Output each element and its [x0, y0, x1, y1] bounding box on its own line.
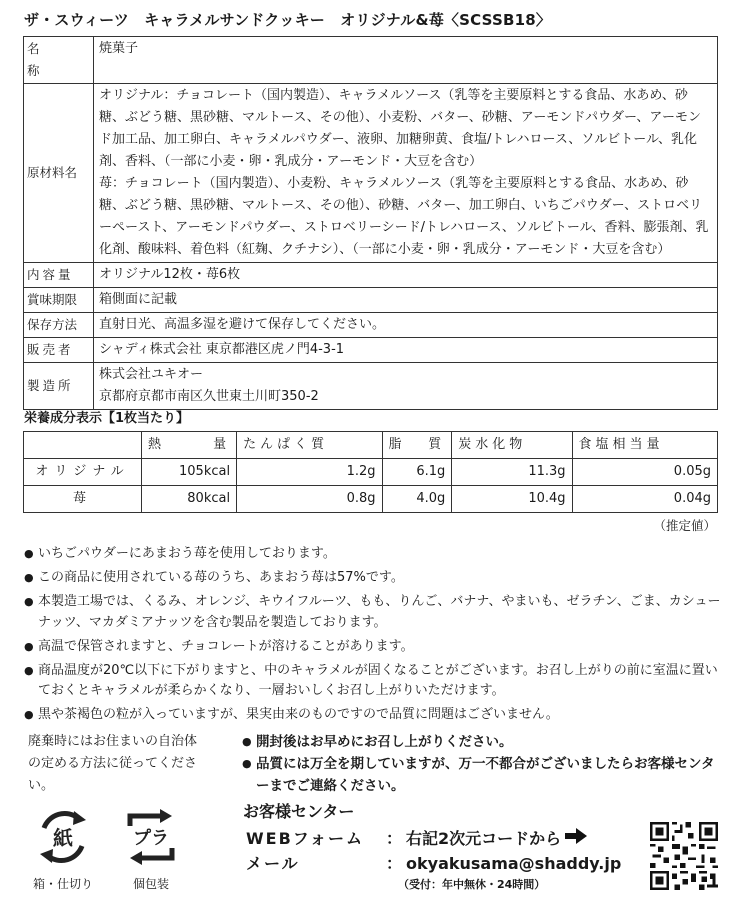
handling-note: ● 開封後はお早めにお召し上がりください。	[242, 731, 722, 753]
web-form-value[interactable]: 右記2次元コードから	[406, 829, 562, 848]
nutrition-energy: 105kcal	[142, 459, 237, 486]
nutrition-carb: 11.3g	[452, 459, 572, 486]
note-item: ● この商品に使用されている苺のうち、あまおう苺は57%です。	[24, 568, 724, 589]
customer-center-web	[246, 827, 587, 852]
customer-center-mail	[246, 852, 621, 877]
nutrition-energy: 80kcal	[142, 486, 237, 513]
energy-header-a: 熱	[148, 436, 166, 452]
spec-label-maker: 製造所	[24, 363, 94, 410]
fat-header-b: 質	[428, 436, 446, 452]
handling-note: ● 品質には万全を期していますが、万一不都合がございましたらお客様センターまでご連絡ください。	[242, 753, 722, 797]
paper-recycle-label: 箱・仕切り	[32, 876, 93, 891]
plastic-recycle-mark	[118, 808, 184, 894]
spec-value-ingredients	[94, 84, 718, 263]
fat-header-a: 脂	[388, 436, 406, 452]
nutrition-row-name: 苺	[24, 486, 142, 513]
nutrition-salt: 0.05g	[572, 459, 717, 486]
qr-code-icon[interactable]	[650, 822, 718, 890]
note-item: ● 商品温度が20℃以下に下がりますと、中のキャラメルが固くなることがございます。お召し上がりの前に室温に置いておくとキャラメルが柔らかくなり、一層おいしくお召し上がりいただけます。	[24, 661, 724, 702]
paper-mark-text: 紙	[53, 826, 73, 850]
product-title: ザ・スウィーツ キャラメルサンドクッキー オリジナル&苺〈SCSSB18〉	[24, 11, 552, 29]
spec-label-storage: 保存方法	[24, 313, 94, 338]
nutrition-fat: 4.0g	[382, 486, 452, 513]
mail-colon: ：	[386, 854, 403, 873]
web-form-key: WEBフォーム	[246, 829, 364, 848]
spec-row-ingredients	[24, 84, 718, 263]
mail-key: メール	[246, 854, 300, 873]
paper-recycle-mark	[30, 808, 96, 894]
plastic-recycle-label: 個包装	[132, 876, 169, 891]
nutrition-header-protein: たんぱく質	[237, 432, 382, 459]
note-item: ● 高温で保管されますと、チョコレートが溶けることがあります。	[24, 637, 724, 658]
nutrition-fat: 6.1g	[382, 459, 452, 486]
spec-row-seller	[24, 338, 718, 363]
reception-hours: （受付：年中無休・24時間）	[398, 878, 546, 891]
nutrition-carb: 10.4g	[452, 486, 572, 513]
spec-label-ingredients: 原材料名	[24, 84, 94, 263]
ingredients-strawberry: 苺：チョコレート（国内製造）、小麦粉、キャラメルソース（乳等を主要原料とする食品、水あめ、砂糖、ぶどう糖、黒砂糖、マルトース、その他）、砂糖、バター、加工卵白、いちごパウダー、ストロベリーペースト、アーモンドパウダー、ストロベリーシード/トレハロース、ソルビトール、香料、膨張剤、乳化剤、酸味料、着色料（紅麹、クチナシ）、（一部に小麦・卵・乳成分・アーモンド・大豆を含む）	[99, 176, 709, 257]
plastic-mark-text: プラ	[133, 828, 169, 849]
handling-notes	[242, 731, 722, 797]
spec-label-seller: 販売者	[24, 338, 94, 363]
spec-value-maker	[94, 363, 718, 410]
spec-label-contents: 内容量	[24, 263, 94, 288]
estimate-note: （推定値）	[653, 518, 716, 533]
note-item: ● 本製造工場では、くるみ、オレンジ、キウイフルーツ、もも、りんご、バナナ、やまいも、ゼラチン、ごま、カシューナッツ、マカダミアナッツを含む製品を製造しております。	[24, 592, 724, 633]
note-item: ● いちごパウダーにあまおう苺を使用しております。	[24, 544, 724, 565]
spec-row-storage	[24, 313, 718, 338]
nutrition-header-row	[24, 432, 718, 459]
maker-address: 京都府京都市南区久世東土川町350-2	[99, 389, 319, 404]
nutrition-row-strawberry	[24, 486, 718, 513]
nutrition-protein: 0.8g	[237, 486, 382, 513]
nutrition-row-original	[24, 459, 718, 486]
nutrition-header-energy	[142, 432, 237, 459]
spec-value-seller: シャディ株式会社 東京都港区虎ノ門4-3-1	[94, 338, 718, 363]
maker-company: 株式会社ユキオー	[99, 367, 204, 382]
product-spec-table	[23, 36, 718, 410]
nutrition-table	[23, 431, 718, 513]
customer-center-title: お客様センター	[243, 802, 355, 821]
nutrition-heading: 栄養成分表示【1枚当たり】	[24, 411, 190, 426]
nutrition-header-salt: 食塩相当量	[572, 432, 717, 459]
energy-header-b: 量	[213, 436, 231, 452]
mail-address[interactable]: okyakusama@shaddy.jp	[406, 854, 622, 873]
web-colon: ：	[386, 829, 403, 848]
nutrition-row-name: オリジナル	[24, 459, 142, 486]
nutrition-protein: 1.2g	[237, 459, 382, 486]
spec-value-expiry: 箱側面に記載	[94, 288, 718, 313]
nutrition-header-carb: 炭水化物	[452, 432, 572, 459]
spec-value-name: 焼菓子	[94, 37, 718, 84]
disposal-note: 廃棄時にはお住まいの自治体の定める方法に従ってください。	[28, 734, 198, 793]
nutrition-salt: 0.04g	[572, 486, 717, 513]
spec-label-expiry: 賞味期限	[24, 288, 94, 313]
note-item: ● 黒や茶褐色の粒が入っていますが、果実由来のものですので品質に問題はございません。	[24, 705, 724, 726]
spec-row-expiry	[24, 288, 718, 313]
spec-row-contents	[24, 263, 718, 288]
nutrition-header-blank	[24, 432, 142, 459]
notes-list	[24, 544, 724, 729]
spec-value-contents: オリジナル12枚・苺6枚	[94, 263, 718, 288]
spec-row-maker	[24, 363, 718, 410]
spec-value-storage: 直射日光、高温多湿を避けて保存してください。	[94, 313, 718, 338]
spec-label-name: 名 称	[24, 37, 94, 84]
paper-recycle-icon	[34, 808, 92, 866]
plastic-recycle-icon	[122, 808, 180, 866]
arrow-right-icon	[565, 827, 587, 852]
ingredients-original: オリジナル：チョコレート（国内製造）、キャラメルソース（乳等を主要原料とする食品、水あめ、砂糖、ぶどう糖、黒砂糖、マルトース、その他）、小麦粉、バター、砂糖、アーモンドパウダー、アーモンド加工品、加工卵白、キャラメルパウダー、液卵、加糖卵黄、食塩/トレハロース、ソルビトール、乳化剤、香料、（一部に小麦・卵・乳成分・アーモンド・大豆を含む）	[99, 88, 702, 169]
nutrition-header-fat	[382, 432, 452, 459]
spec-row-name	[24, 37, 718, 84]
